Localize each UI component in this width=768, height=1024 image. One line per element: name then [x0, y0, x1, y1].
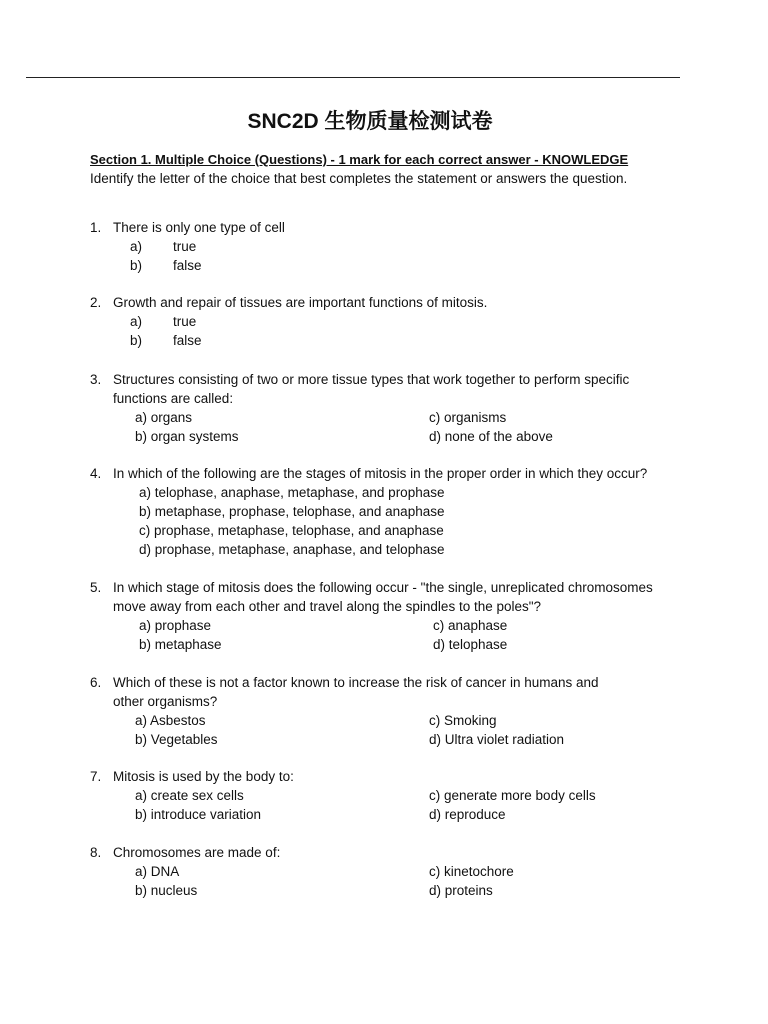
question-text: There is only one type of cell	[113, 220, 285, 235]
answer-option-d: d) prophase, metaphase, anaphase, and telophase	[139, 542, 445, 557]
answer-options	[90, 483, 690, 559]
option-text: true	[173, 314, 197, 329]
question-number: 6.	[90, 675, 102, 690]
section-instructions: Identify the letter of the choice that best completes the statement or answers the question.	[90, 171, 628, 186]
question-text: Growth and repair of tissues are important functions of mitosis.	[113, 295, 488, 310]
top-horizontal-rule	[26, 77, 680, 78]
section-heading: Section 1. Multiple Choice (Questions) - 1 mark for each correct answer - KNOWLEDGE	[90, 152, 629, 167]
answer-options	[90, 237, 690, 275]
answer-option-b: b) introduce variation	[135, 807, 262, 822]
question-number: 4.	[90, 466, 102, 481]
question-stem	[90, 218, 690, 237]
answer-option-c: c) kinetochore	[429, 864, 514, 879]
option-letter: b)	[130, 333, 143, 348]
question-number: 5.	[90, 580, 102, 595]
answer-option-c: c) Smoking	[429, 713, 497, 728]
question-text: Mitosis is used by the body to:	[113, 769, 294, 784]
answer-option-d: d) reproduce	[429, 807, 506, 822]
question-number: 2.	[90, 295, 102, 310]
question-stem	[90, 370, 690, 408]
option-letter: a)	[130, 239, 143, 254]
question-1	[90, 218, 690, 275]
question-4	[90, 464, 690, 559]
answer-option-a	[90, 237, 690, 256]
question-text	[113, 578, 690, 616]
answer-option-d: d) none of the above	[429, 429, 553, 444]
answer-option-c: c) prophase, metaphase, telophase, and anaphase	[139, 523, 444, 538]
answer-option-c: c) organisms	[429, 410, 507, 425]
option-text: false	[173, 258, 202, 273]
question-stem	[90, 673, 690, 711]
question-text: Chromosomes are made of:	[113, 845, 281, 860]
option-letter: a)	[130, 314, 143, 329]
question-text	[113, 370, 690, 408]
question-text: In which of the following are the stages of mitosis in the proper order in which they occur?	[113, 466, 648, 481]
option-text: false	[173, 333, 202, 348]
answer-option-d: d) proteins	[429, 883, 493, 898]
answer-options	[90, 312, 690, 350]
answer-option-b: b) organ systems	[135, 429, 239, 444]
answer-option-b: b) nucleus	[135, 883, 198, 898]
answer-option-a	[90, 312, 690, 331]
answer-option-b: b) Vegetables	[135, 732, 218, 747]
option-text: true	[173, 239, 197, 254]
answer-option-c: c) anaphase	[433, 618, 508, 633]
question-text-line: Structures consisting of two or more tissue types that work together to perform specific	[113, 372, 630, 387]
answer-option-a: a) prophase	[139, 618, 212, 633]
question-text-line: move away from each other and travel along the spindles to the poles"?	[113, 599, 542, 614]
question-3	[90, 370, 690, 446]
question-2	[90, 293, 690, 350]
question-number: 3.	[90, 372, 102, 387]
answer-option-a: a) telophase, anaphase, metaphase, and prophase	[139, 485, 445, 500]
answer-option-c: c) generate more body cells	[429, 788, 596, 803]
answer-option-a: a) DNA	[135, 864, 180, 879]
question-number: 8.	[90, 845, 102, 860]
option-letter: b)	[130, 258, 143, 273]
question-stem	[90, 293, 690, 312]
question-7	[90, 767, 690, 824]
question-5	[90, 578, 690, 654]
question-8	[90, 843, 690, 900]
question-stem	[90, 578, 690, 616]
question-stem	[90, 767, 690, 786]
answer-option-a: a) Asbestos	[135, 713, 206, 728]
answer-option-b	[90, 331, 690, 350]
question-text-line: In which stage of mitosis does the following occur - "the single, unreplicated chromosomes	[113, 580, 653, 595]
question-text-line: other organisms?	[113, 694, 218, 709]
question-number: 7.	[90, 769, 102, 784]
question-text	[113, 673, 690, 711]
question-text-line: Which of these is not a factor known to increase the risk of cancer in humans and	[113, 675, 599, 690]
answer-options	[90, 711, 690, 749]
answer-option-d: d) Ultra violet radiation	[429, 732, 565, 747]
answer-options	[90, 786, 690, 824]
question-text-line: functions are called:	[113, 391, 234, 406]
answer-option-b: b) metaphase	[139, 637, 222, 652]
answer-option-b: b) metaphase, prophase, telophase, and anaphase	[139, 504, 445, 519]
answer-options	[90, 616, 690, 654]
answer-option-b	[90, 256, 690, 275]
page-title: SNC2D 生物质量检测试卷	[247, 110, 493, 133]
question-number: 1.	[90, 220, 102, 235]
question-6	[90, 673, 690, 749]
answer-options	[90, 862, 690, 900]
answer-option-d: d) telophase	[433, 637, 508, 652]
question-stem	[90, 843, 690, 862]
question-stem	[90, 464, 690, 483]
answer-options	[90, 408, 690, 446]
answer-option-a: a) organs	[135, 410, 193, 425]
answer-option-a: a) create sex cells	[135, 788, 244, 803]
